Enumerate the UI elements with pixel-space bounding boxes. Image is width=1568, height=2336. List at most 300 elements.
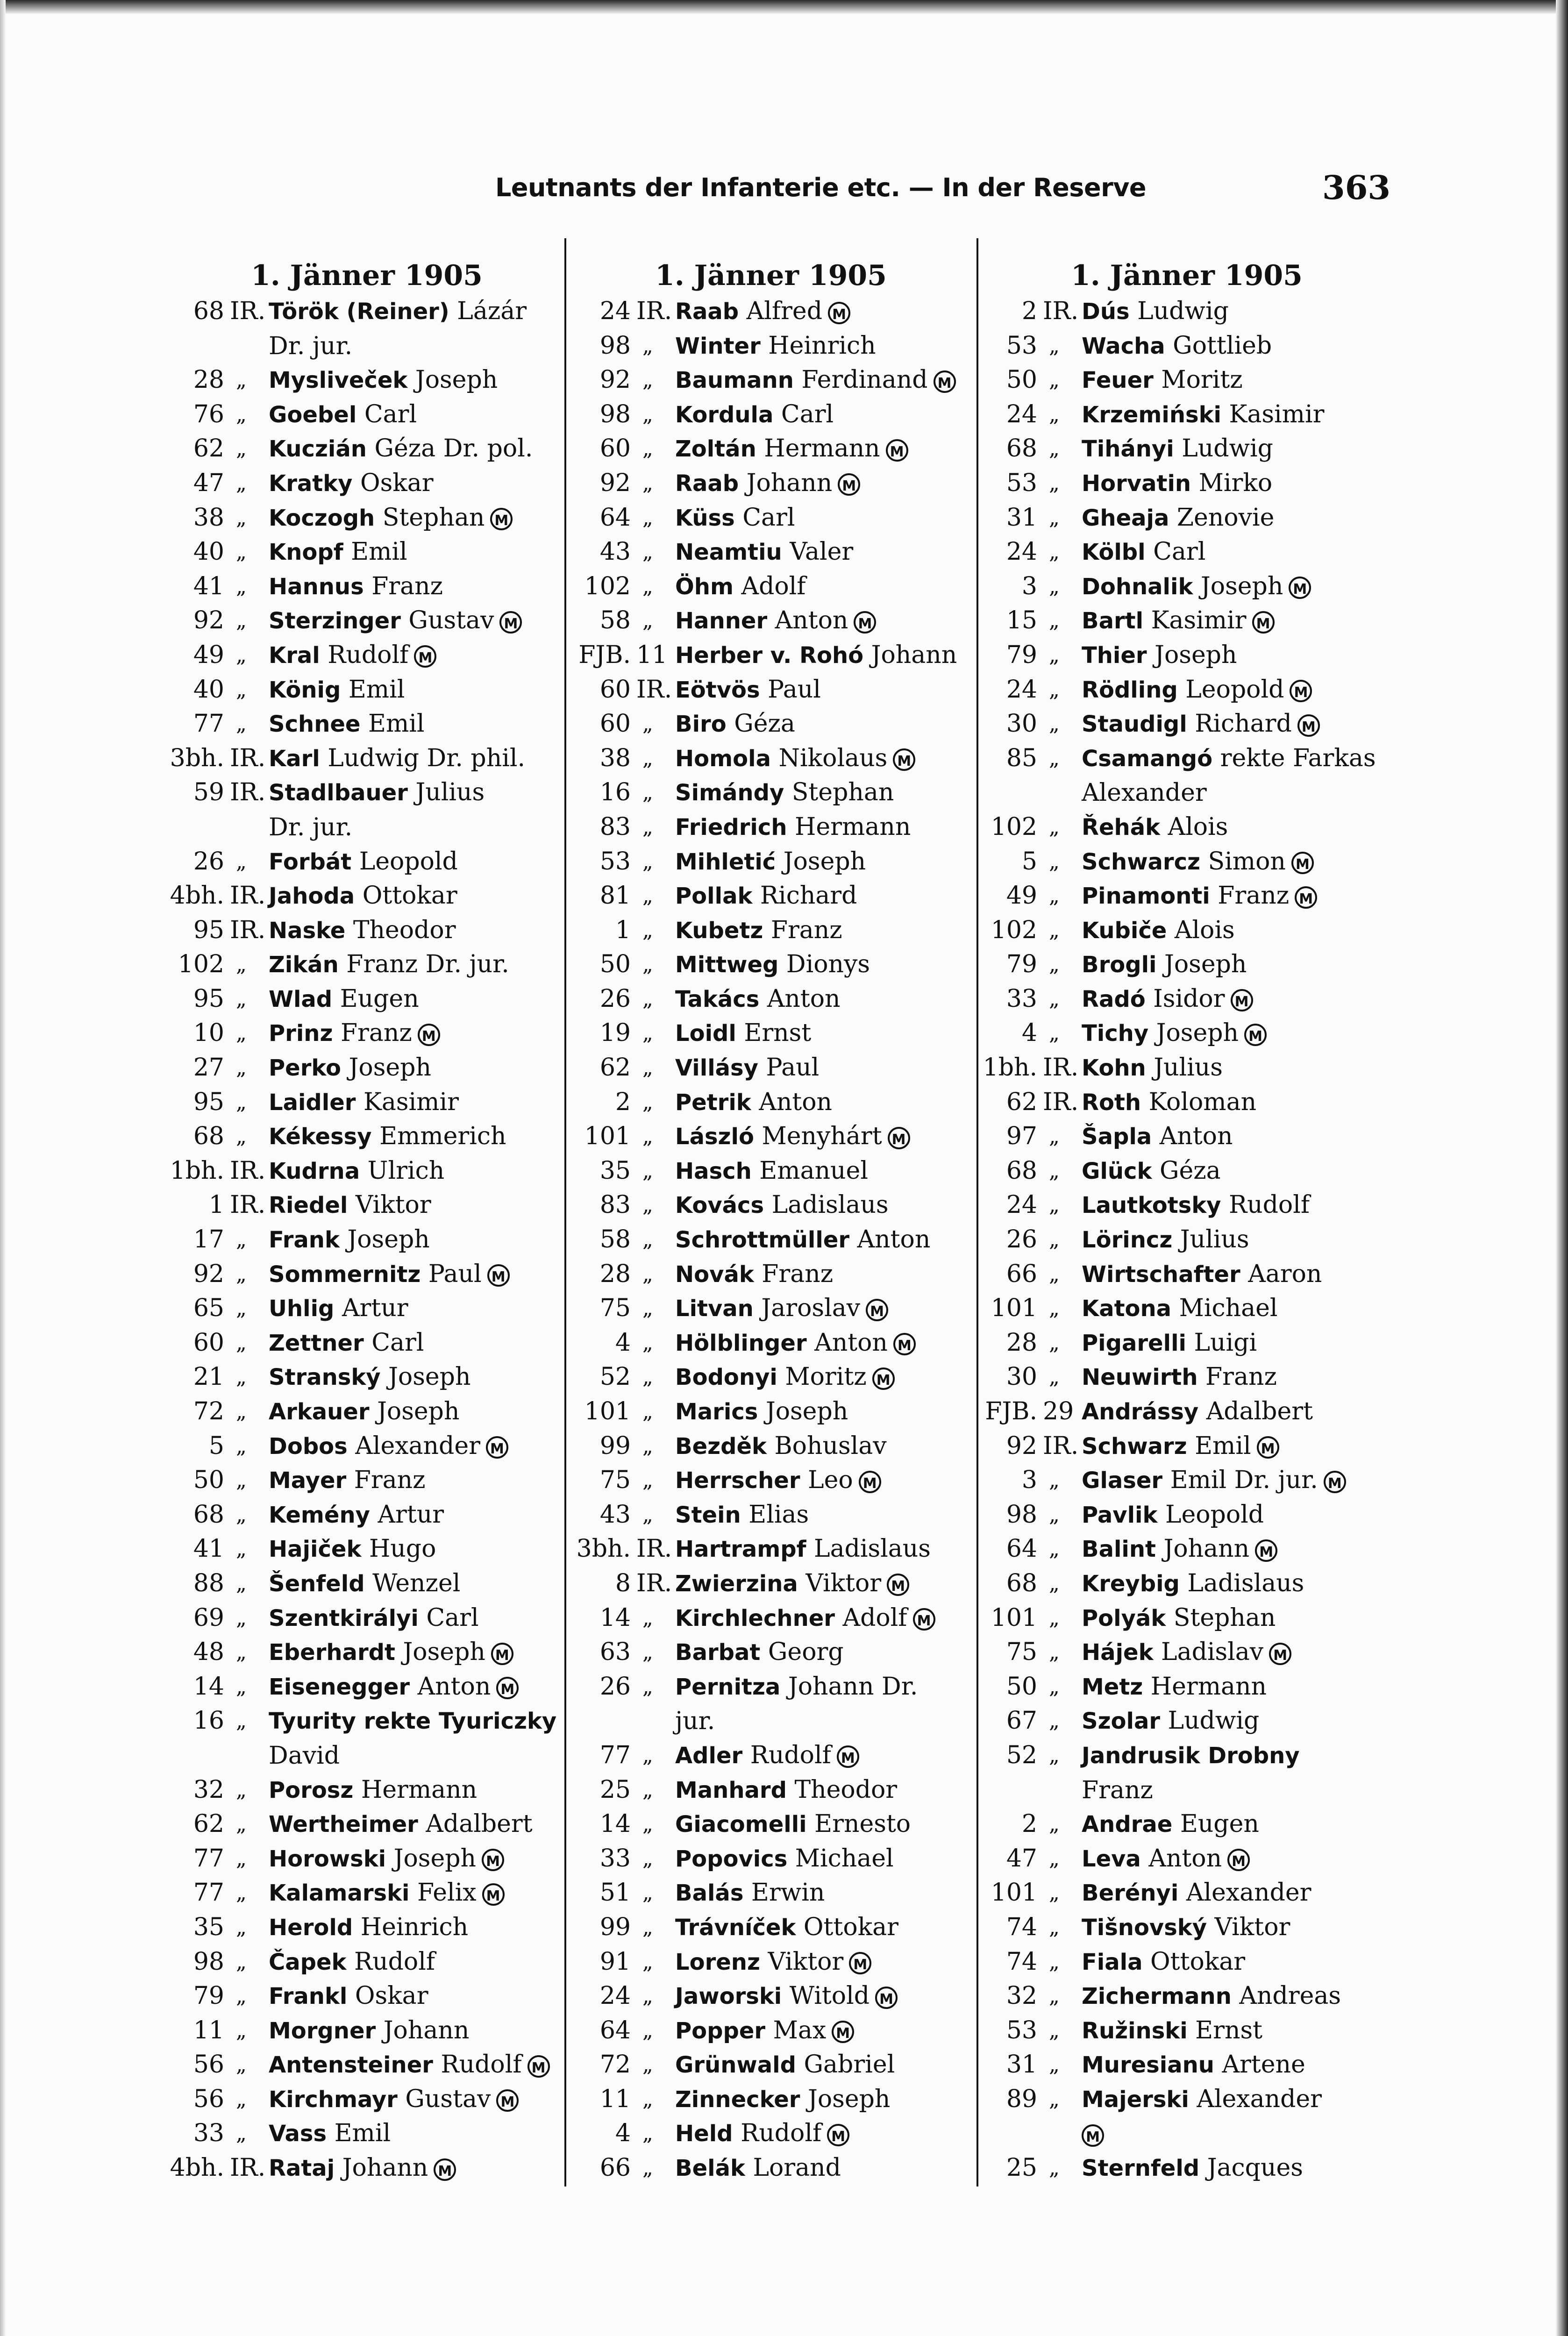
given-name: Johann xyxy=(342,2154,428,2182)
given-name: Gustav xyxy=(408,606,494,635)
name-continuation: jur. xyxy=(675,1707,715,1736)
regiment-number: 25 xyxy=(599,1775,631,1804)
given-name: Ernst xyxy=(1195,2016,1263,2044)
officer-name xyxy=(269,879,457,914)
surname: Schwarcz xyxy=(1082,848,1200,875)
unit-abbrev: „ xyxy=(1049,1950,1060,1974)
given-name: Franz xyxy=(340,1019,412,1047)
given-name: Gustav xyxy=(405,2085,491,2113)
list-item xyxy=(981,1051,1392,1085)
unit-abbrev: „ xyxy=(236,1090,247,1114)
officer-name xyxy=(1082,947,1247,983)
surname: Kovács xyxy=(675,1192,764,1219)
list-item xyxy=(981,1429,1392,1464)
list-item xyxy=(981,741,1392,810)
regiment-number: 88 xyxy=(193,1569,224,1597)
given-name: Viktor xyxy=(805,1569,882,1597)
unit-abbrev: „ xyxy=(642,368,653,392)
officer-name xyxy=(269,1188,431,1223)
officer-name xyxy=(1082,1016,1267,1051)
list-item xyxy=(575,1291,967,1326)
officer-name xyxy=(1082,1085,1256,1120)
column-heading: 1. Jänner 1905 xyxy=(251,259,483,292)
officer-name xyxy=(269,1223,430,1258)
given-name: Franz xyxy=(354,1466,426,1495)
regiment-number: 60 xyxy=(193,1328,224,1357)
officer-name xyxy=(1082,1360,1277,1395)
regiment-number: 101 xyxy=(584,1122,631,1151)
surname: Lorenz xyxy=(675,1949,760,1975)
surname: Tihányi xyxy=(1082,436,1174,463)
surname: Zwierzina xyxy=(675,1570,798,1597)
officer-name xyxy=(269,604,522,639)
unit-abbrev: IR. xyxy=(230,1156,266,1185)
unit-abbrev: „ xyxy=(642,1262,653,1286)
list-item xyxy=(168,776,565,844)
unit-abbrev: „ xyxy=(1049,1743,1060,1767)
officer-name xyxy=(675,1738,859,1773)
given-name: Gabriel xyxy=(804,2051,895,2079)
regiment-number: 14 xyxy=(599,1603,631,1632)
unit-abbrev: „ xyxy=(642,1056,653,1080)
list-item xyxy=(575,466,967,501)
given-name: Richard xyxy=(1195,710,1292,738)
surname: Frank xyxy=(269,1227,340,1253)
militia-mark-icon: M xyxy=(1289,577,1311,599)
unit-abbrev: „ xyxy=(642,918,653,942)
list-item xyxy=(168,1429,565,1464)
given-name: Rudolf xyxy=(354,1947,435,1976)
regiment-number: 68 xyxy=(1006,1569,1037,1597)
list-item xyxy=(168,913,565,948)
regiment-number: 79 xyxy=(1006,641,1037,669)
list-item xyxy=(168,1360,565,1395)
list-item xyxy=(168,2082,565,2117)
regiment-number: 41 xyxy=(193,1535,224,1563)
name-continuation xyxy=(1082,2117,1322,2151)
surname: Pinamonti xyxy=(1082,883,1210,910)
given-name: Géza xyxy=(734,710,795,738)
unit-abbrev: „ xyxy=(236,677,247,702)
officer-name xyxy=(1082,1601,1276,1636)
unit-abbrev: IR. xyxy=(230,916,266,944)
given-name: Johann xyxy=(383,2016,470,2044)
surname: Neamtiu xyxy=(675,539,782,566)
unit-abbrev: „ xyxy=(1049,506,1060,530)
unit-abbrev: IR. xyxy=(1043,297,1079,325)
officer-name xyxy=(269,1498,444,1533)
unit-abbrev: „ xyxy=(236,1846,247,1871)
list-item xyxy=(981,1119,1392,1154)
given-name: Franz xyxy=(1218,882,1290,910)
given-name: Ladislaus xyxy=(1187,1569,1304,1597)
militia-mark-icon: M xyxy=(893,1333,916,1355)
given-name: Julius xyxy=(1180,1225,1249,1254)
regiment-number: 31 xyxy=(1006,503,1037,532)
unit-abbrev: „ xyxy=(236,712,247,736)
regiment-number: 26 xyxy=(1006,1225,1037,1254)
officer-name xyxy=(269,535,407,570)
list-item xyxy=(981,1876,1392,1910)
given-name: Valer xyxy=(790,538,854,566)
surname: Metz xyxy=(1082,1674,1143,1700)
regiment-number: 11 xyxy=(599,2085,631,2113)
name-continuation: Dr. jur. xyxy=(269,813,353,841)
list-item xyxy=(168,501,565,535)
militia-mark-icon: M xyxy=(893,748,915,771)
given-name: Viktor xyxy=(1214,1913,1290,1941)
regiment-number: 72 xyxy=(193,1397,224,1425)
list-item xyxy=(575,947,967,982)
list-item xyxy=(981,1016,1392,1051)
list-item xyxy=(981,1188,1392,1223)
officer-name xyxy=(675,398,834,433)
list-item xyxy=(575,1326,967,1360)
given-name: Joseph xyxy=(403,1638,485,1667)
officer-name xyxy=(269,1463,426,1498)
list-item xyxy=(575,2116,967,2151)
list-item xyxy=(168,673,565,707)
list-item xyxy=(168,466,565,501)
surname: Kral xyxy=(269,642,320,669)
unit-abbrev: „ xyxy=(236,1400,247,1424)
officer-name xyxy=(1082,1704,1259,1739)
surname: Marics xyxy=(675,1399,758,1425)
given-name: Adalbert xyxy=(426,1810,533,1838)
regiment-number: 14 xyxy=(599,1810,631,1838)
list-item xyxy=(575,1738,967,1773)
unit-abbrev: „ xyxy=(1049,1193,1060,1218)
surname: Eisenegger xyxy=(269,1674,410,1700)
surname: Dohnalik xyxy=(1082,573,1193,600)
militia-mark-icon: M xyxy=(1324,1471,1346,1493)
list-item xyxy=(168,294,565,363)
list-item xyxy=(168,1945,565,1980)
officer-name xyxy=(269,2151,456,2186)
surname: Lautkotsky xyxy=(1082,1192,1221,1219)
list-item xyxy=(981,1601,1392,1636)
regiment-number: 33 xyxy=(193,2119,224,2148)
militia-mark-icon: M xyxy=(832,2021,854,2043)
surname: Glück xyxy=(1082,1158,1152,1184)
unit-abbrev: „ xyxy=(642,574,653,598)
given-name: Franz xyxy=(762,1260,834,1288)
unit-abbrev: „ xyxy=(642,781,653,805)
surname: Goebel xyxy=(269,401,357,428)
given-name: Julius xyxy=(415,778,485,807)
regiment-number: 3 xyxy=(1021,1466,1037,1495)
surname: Polyák xyxy=(1082,1605,1166,1631)
list-item xyxy=(575,982,967,1017)
unit-abbrev: „ xyxy=(1049,2018,1060,2043)
officer-name xyxy=(675,1567,909,1602)
regiment-number: 95 xyxy=(193,1088,224,1116)
unit-abbrev: IR. xyxy=(636,1569,672,1597)
unit-abbrev: „ xyxy=(236,471,247,495)
given-name: Kasimir xyxy=(363,1088,459,1116)
given-name: Aaron xyxy=(1248,1260,1322,1288)
list-item xyxy=(981,810,1392,845)
officer-name xyxy=(675,1016,811,1051)
name-continuation: Franz xyxy=(1082,1776,1153,1804)
militia-mark-icon: M xyxy=(1082,2124,1104,2147)
surname: Litvan xyxy=(675,1296,754,1322)
regiment-number: 47 xyxy=(193,469,224,497)
officer-name xyxy=(269,1670,519,1705)
list-item xyxy=(575,776,967,810)
officer-name xyxy=(675,1773,897,1808)
given-name: Stephan xyxy=(382,503,485,532)
surname: Tichy xyxy=(1082,1020,1149,1047)
list-item xyxy=(575,2048,967,2082)
list-item xyxy=(981,1326,1392,1360)
surname: Homola xyxy=(675,745,771,772)
given-name: Adolf xyxy=(741,572,806,600)
surname: Herrscher xyxy=(675,1467,800,1494)
militia-mark-icon: M xyxy=(1297,714,1320,737)
militia-mark-icon: M xyxy=(887,1574,909,1596)
given-name: Elias xyxy=(748,1500,809,1529)
regiment-number: 58 xyxy=(599,1225,631,1254)
list-item xyxy=(575,1429,967,1464)
officer-name xyxy=(675,776,894,811)
officer-name xyxy=(675,466,860,501)
unit-abbrev: „ xyxy=(642,987,653,1011)
list-item xyxy=(168,1601,565,1636)
surname: Kubetz xyxy=(675,917,763,944)
regiment-number: 69 xyxy=(193,1603,224,1632)
unit-abbrev: „ xyxy=(236,987,247,1011)
unit-abbrev: „ xyxy=(1049,884,1060,908)
regiment-number: 53 xyxy=(599,847,631,876)
surname: Mysliveček xyxy=(269,367,408,394)
list-item xyxy=(575,707,967,741)
officer-name xyxy=(675,673,821,708)
regiment-number: 28 xyxy=(193,366,224,394)
regiment-number: 3 xyxy=(1021,572,1037,600)
given-name: Artene xyxy=(1222,2051,1305,2079)
list-item xyxy=(575,1051,967,1085)
list-item xyxy=(575,1498,967,1532)
regiment-number: 24 xyxy=(1006,1191,1037,1219)
regiment-number: 102 xyxy=(991,916,1037,944)
unit-abbrev: „ xyxy=(236,1021,247,1046)
unit-abbrev: IR. xyxy=(230,297,266,325)
given-name: Leopold xyxy=(1165,1500,1264,1529)
officer-name xyxy=(269,1876,505,1911)
name-continuation: David xyxy=(269,1741,340,1770)
officer-name xyxy=(269,845,458,880)
militia-mark-icon: M xyxy=(888,1127,910,1149)
officer-name xyxy=(1082,1119,1233,1154)
list-item xyxy=(981,1567,1392,1601)
list-item xyxy=(575,1945,967,1980)
list-item xyxy=(575,604,967,638)
list-item xyxy=(575,1188,967,1223)
unit-abbrev: „ xyxy=(1049,1365,1060,1389)
officer-name xyxy=(1082,810,1228,845)
given-name: Géza Dr. pol. xyxy=(374,434,533,463)
unit-abbrev: IR. xyxy=(230,744,266,772)
list-item xyxy=(981,466,1392,501)
given-name: Artur xyxy=(342,1294,408,1323)
unit-abbrev: „ xyxy=(642,746,653,770)
regiment-number: 26 xyxy=(599,984,631,1013)
list-item xyxy=(981,673,1392,707)
given-name: Rudolf xyxy=(441,2051,522,2079)
officer-name xyxy=(675,1154,868,1189)
given-name: Ottokar xyxy=(1150,1947,1246,1976)
list-item xyxy=(168,1463,565,1498)
column-heading: 1. Jänner 1905 xyxy=(1071,259,1303,292)
regiment-number: 1bh. xyxy=(983,1054,1037,1082)
list-item xyxy=(168,1876,565,1910)
officer-name xyxy=(1082,329,1272,364)
surname: Perko xyxy=(269,1055,342,1082)
unit-abbrev: „ xyxy=(642,1434,653,1458)
regiment-number: 26 xyxy=(193,847,224,876)
given-name: Stephan xyxy=(791,778,894,807)
given-name: Joseph xyxy=(377,1397,460,1425)
militia-mark-icon: M xyxy=(913,1608,935,1631)
unit-abbrev: „ xyxy=(642,1950,653,1974)
given-name: Adolf xyxy=(842,1603,907,1632)
given-name: Max xyxy=(773,2016,827,2044)
list-item xyxy=(981,329,1392,363)
regiment-number: 52 xyxy=(1006,1741,1037,1769)
unit-abbrev: „ xyxy=(642,1743,653,1767)
unit-abbrev: „ xyxy=(236,953,247,977)
unit-abbrev: IR. xyxy=(230,2154,266,2182)
given-name: Ladislaus xyxy=(814,1535,931,1563)
list-item xyxy=(168,1188,565,1223)
given-name: Hermann xyxy=(764,434,880,463)
list-item xyxy=(168,1257,565,1292)
given-name: Hermann xyxy=(361,1775,478,1804)
column-divider xyxy=(976,238,978,2186)
unit-abbrev: „ xyxy=(236,1056,247,1080)
regiment-number: 72 xyxy=(599,2051,631,2079)
militia-mark-icon: M xyxy=(487,1264,510,1287)
surname: Zinnecker xyxy=(675,2086,800,2113)
list-item xyxy=(981,1154,1392,1189)
list-item xyxy=(575,535,967,570)
list-item xyxy=(575,1567,967,1601)
surname: Kuczián xyxy=(269,436,367,463)
given-name: Ernst xyxy=(744,1019,812,1047)
surname: Villásy xyxy=(675,1055,758,1082)
surname: Šapla xyxy=(1082,1124,1152,1150)
unit-abbrev: „ xyxy=(236,1125,247,1149)
officer-name xyxy=(675,1395,848,1430)
list-item xyxy=(575,2014,967,2048)
surname: Raab xyxy=(675,299,739,325)
list-item xyxy=(168,879,565,913)
given-name: Anton xyxy=(1159,1122,1233,1151)
officer-name xyxy=(269,466,434,501)
surname: Muresianu xyxy=(1082,2052,1214,2079)
surname: Schwarz xyxy=(1082,1433,1187,1460)
unit-abbrev: „ xyxy=(1049,1159,1060,1183)
list-item xyxy=(168,1704,565,1773)
surname: Rödling xyxy=(1082,677,1178,703)
given-name: Alois xyxy=(1168,812,1228,841)
given-name: Emil xyxy=(368,710,425,738)
unit-abbrev: „ xyxy=(236,1812,247,1837)
unit-abbrev: IR. xyxy=(1043,1054,1079,1082)
officer-name xyxy=(675,913,842,948)
unit-abbrev: „ xyxy=(1049,677,1060,702)
list-item xyxy=(575,501,967,535)
officer-name xyxy=(269,1085,459,1120)
list-item xyxy=(575,1979,967,2014)
unit-abbrev: „ xyxy=(642,1812,653,1837)
given-name: Emanuel xyxy=(759,1156,868,1185)
surname: Uhlig xyxy=(269,1296,335,1322)
list-item xyxy=(981,1463,1392,1498)
given-name: Paul xyxy=(766,1054,820,1082)
unit-abbrev: „ xyxy=(236,2122,247,2146)
given-name: Adalbert xyxy=(1206,1397,1313,1425)
column-1 xyxy=(168,257,565,2186)
regiment-number: 27 xyxy=(193,1054,224,1082)
list-item xyxy=(168,1635,565,1670)
unit-abbrev: „ xyxy=(1049,1331,1060,1355)
given-name: Luigi xyxy=(1194,1328,1257,1357)
militia-mark-icon: M xyxy=(1290,680,1312,702)
regiment-number: 28 xyxy=(1006,1328,1037,1357)
regiment-number: 17 xyxy=(193,1225,224,1254)
list-item xyxy=(168,1016,565,1051)
given-name: Franz Dr. jur. xyxy=(346,950,509,979)
unit-abbrev: „ xyxy=(236,1468,247,1493)
unit-abbrev: „ xyxy=(642,1296,653,1321)
officer-name xyxy=(675,638,957,673)
militia-mark-icon: M xyxy=(1257,1436,1279,1459)
surname: Kudrna xyxy=(269,1158,360,1184)
officer-name xyxy=(675,2048,895,2083)
list-item xyxy=(981,1738,1392,1807)
surname: Řehák xyxy=(1082,814,1160,840)
surname: Vass xyxy=(269,2121,327,2147)
given-name: Joseph xyxy=(415,366,498,394)
given-name: Nikolaus xyxy=(778,744,888,772)
regiment-number: FJB. xyxy=(985,1397,1037,1425)
surname: Szentkirályi xyxy=(269,1605,419,1631)
unit-abbrev: „ xyxy=(642,2122,653,2146)
surname: Forbát xyxy=(269,848,352,875)
list-item xyxy=(575,294,967,329)
unit-abbrev: „ xyxy=(642,506,653,530)
regiment-number: 68 xyxy=(193,1500,224,1529)
regiment-number: 77 xyxy=(193,710,224,738)
regiment-number: 50 xyxy=(193,1466,224,1495)
regiment-number: 62 xyxy=(193,434,224,463)
surname: Wirtschafter xyxy=(1082,1261,1240,1288)
list-item xyxy=(981,982,1392,1017)
regiment-number: 49 xyxy=(1006,882,1037,910)
surname: Barbat xyxy=(675,1639,761,1666)
regiment-number: 56 xyxy=(193,2051,224,2079)
regiment-number: 81 xyxy=(599,882,631,910)
officer-name xyxy=(1082,604,1275,639)
given-name: Viktor xyxy=(355,1191,431,1219)
officer-name xyxy=(1082,294,1229,329)
unit-abbrev: „ xyxy=(1049,2053,1060,2077)
officer-name xyxy=(675,1085,832,1120)
unit-abbrev: IR. xyxy=(636,1535,672,1563)
militia-mark-icon: M xyxy=(499,611,522,634)
